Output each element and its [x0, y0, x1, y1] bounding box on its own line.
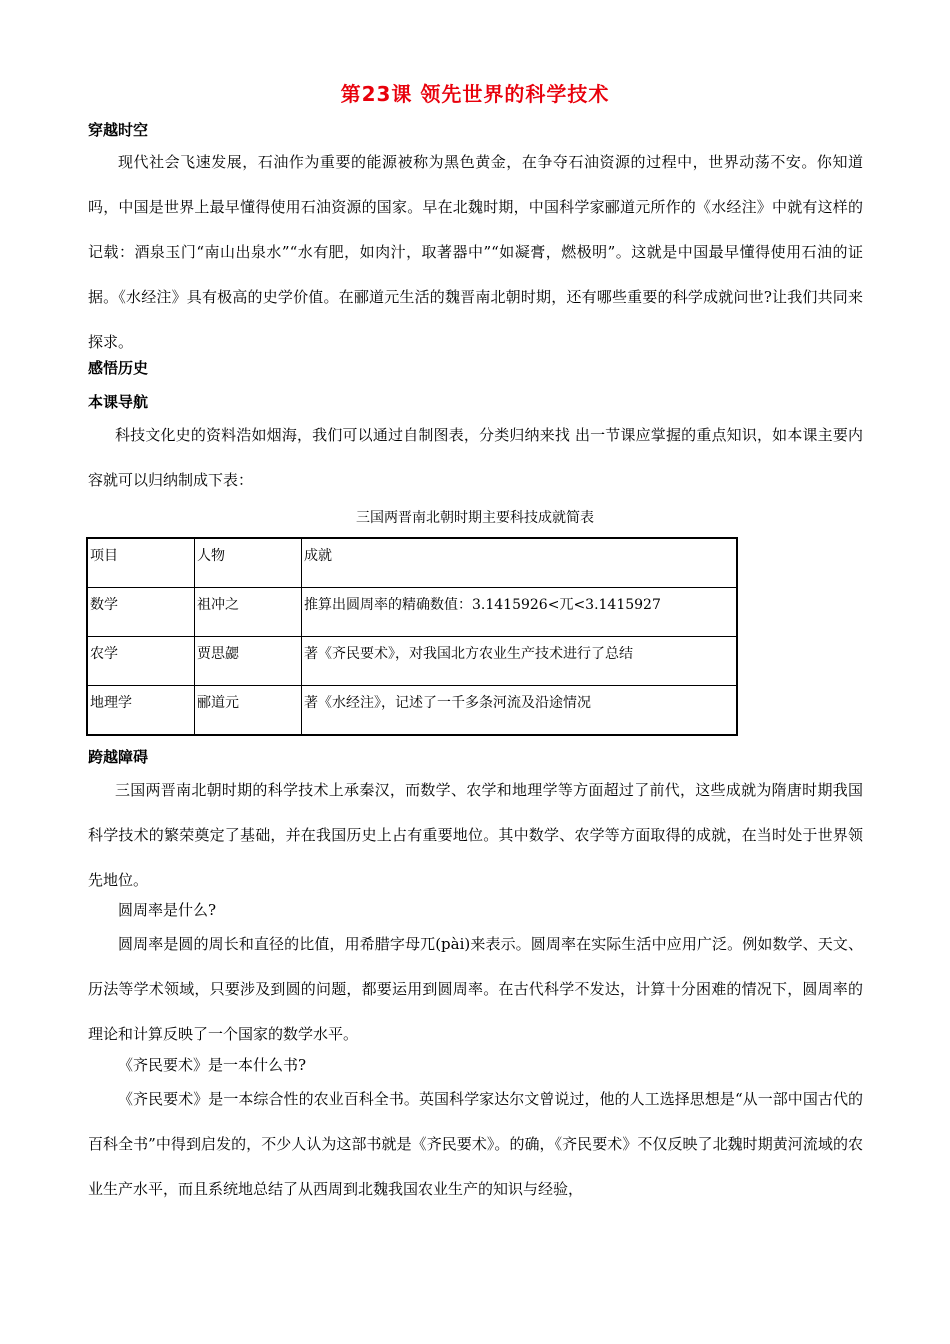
- question-pi: 圆周率是什么?: [118, 901, 217, 919]
- navigation-paragraph: 科技文化史的资料浩如烟海，我们可以通过自制图表，分类归纳来找 出一节课应掌握的重点知识，如本课主要内容就可以归纳制成下表：: [88, 426, 863, 489]
- table-cell: 祖冲之: [195, 588, 302, 637]
- question-qimin: 《齐民要术》是一本什么书?: [118, 1056, 307, 1074]
- intro-paragraph: 现代社会飞速发展，石油作为重要的能源被称为黑色黄金，在争夺石油资源的过程中，世界动荡不安。你知道吗，中国是世界上最早懂得使用石油资源的国家。早在北魏时期，中国科学家郦道元所作的《水经注》中就有这样的记载：酒泉玉门“南山出泉水”“水有肥，如肉汁，取著器中”“如凝膏，燃极明”。这就是中国最早懂得使用石油的证据。《水经注》具有极高的史学价值。在郦道元生活的魏晋南北朝时期，还有哪些重要的科学成就问世?让我们共同来探求。: [88, 153, 863, 351]
- table-row: [87, 588, 737, 637]
- table-row: [87, 637, 737, 686]
- table-cell: 数学: [87, 588, 195, 637]
- heading-chuanyue: 穿越时空: [88, 121, 149, 139]
- header-cell-person: 人物: [195, 538, 302, 588]
- heading-daohang: 本课导航: [88, 393, 149, 411]
- kuayue-paragraph: 三国两晋南北朝时期的科学技术上承秦汉，而数学、农学和地理学等方面超过了前代，这些成就为隋唐时期我国科学技术的繁荣奠定了基础，并在我国历史上占有重要地位。其中数学、农学等方面取得的成就，在当时处于世界领先地位。: [88, 781, 863, 889]
- table-cell: 贾思勰: [195, 637, 302, 686]
- table-cell: 推算出圆周率的精确数值：3.1415926<兀<3.1415927: [302, 588, 738, 637]
- lesson-title: 第23课 领先世界的科学技术: [340, 82, 610, 106]
- table-cell: 著《水经注》，记述了一千多条河流及沿途情况: [302, 686, 738, 736]
- answer-pi: 圆周率是圆的周长和直径的比值，用希腊字母兀(pài)来表示。圆周率在实际生活中应用广泛。例如数学、天文、历法等学术领域，只要涉及到圆的问题，都要运用到圆周率。在古代科学不发达，计算十分困难的情况下，圆周率的理论和计算反映了一个国家的数学水平。: [88, 935, 863, 1043]
- table-cell: 地理学: [87, 686, 195, 736]
- heading-ganwu: 感悟历史: [88, 359, 149, 377]
- table-row: [87, 686, 737, 736]
- table-header-row: [87, 538, 737, 588]
- achievements-table: [86, 537, 738, 736]
- header-cell-item: 项目: [87, 538, 195, 588]
- table-cell: 郦道元: [195, 686, 302, 736]
- table-caption: 三国两晋南北朝时期主要科技成就简表: [356, 510, 594, 526]
- heading-kuayue: 跨越障碍: [88, 748, 149, 766]
- header-cell-achievement: 成就: [302, 538, 738, 588]
- table-cell: 农学: [87, 637, 195, 686]
- answer-qimin: 《齐民要术》是一本综合性的农业百科全书。英国科学家达尔文曾说过，他的人工选择思想是“从一部中国古代的百科全书”中得到启发的，不少人认为这部书就是《齐民要术》。的确，《齐民要术》不仅反映了北魏时期黄河流域的农业生产水平，而且系统地总结了从西周到北魏我国农业生产的知识与经验，: [88, 1090, 863, 1198]
- table-cell: 著《齐民要术》，对我国北方农业生产技术进行了总结: [302, 637, 738, 686]
